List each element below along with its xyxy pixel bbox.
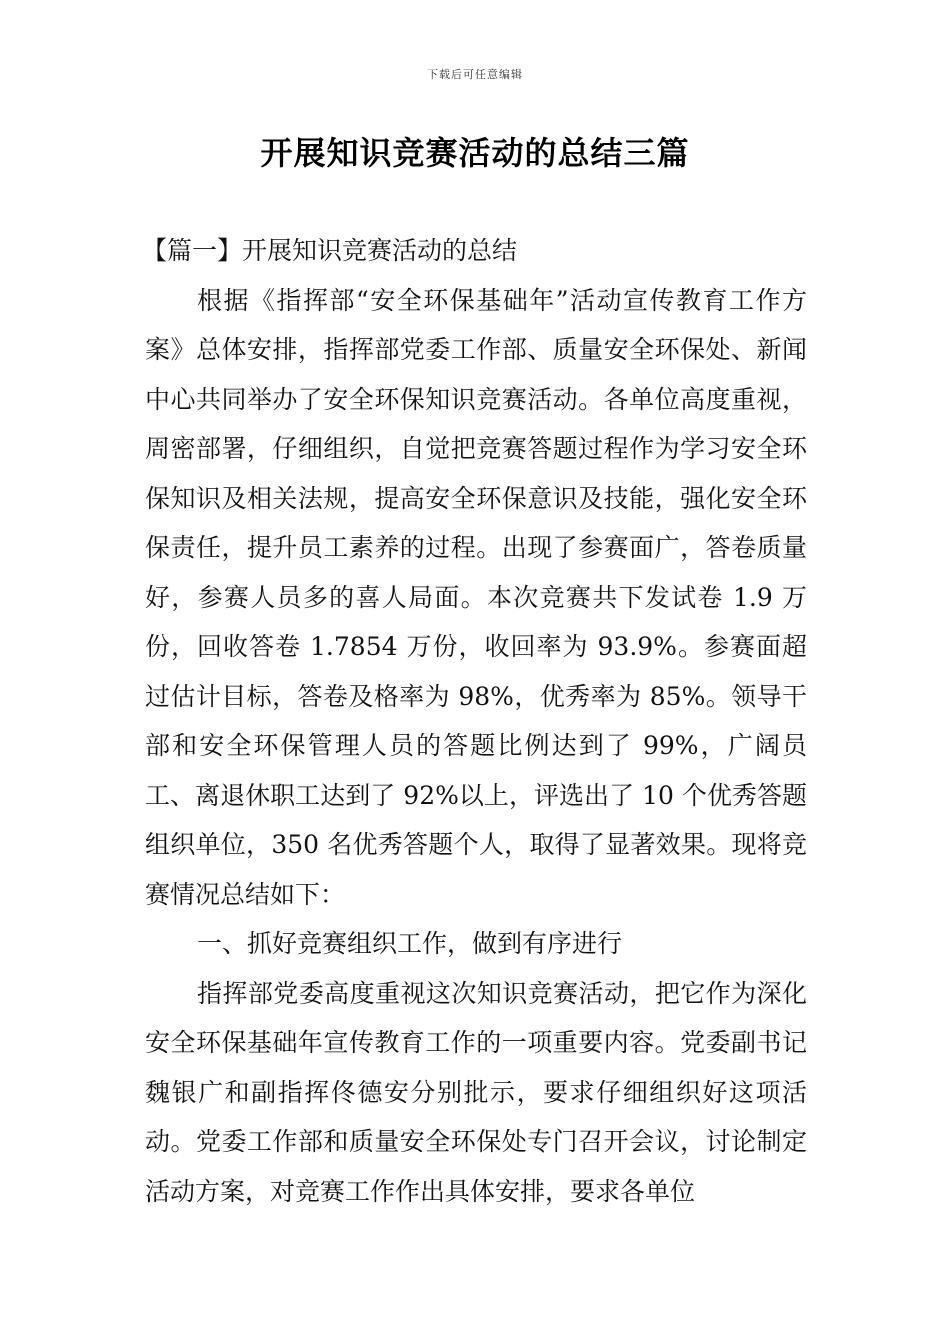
document-title: 开展知识竞赛活动的总结三篇 — [260, 134, 690, 172]
paragraph-organization: 指挥部党委高度重视这次知识竞赛活动，把它作为深化安全环保基础年宣传教育工作的一项重要内容。党委副书记魏银广和副指挥佟德安分别批示，要求仔细组织好这项活动。党委工作部和质量安全环保处专门召开会议，讨论制定活动方案，对竞赛工作作出具体安排，要求各单位 — [145, 978, 807, 1206]
subheading-one: 一、抓好竞赛组织工作，做到有序进行 — [197, 929, 623, 958]
section-heading: 【篇一】开展知识竞赛活动的总结 — [142, 236, 518, 265]
paragraph-intro: 根据《指挥部“安全环保基础年”活动宣传教育工作方案》总体安排，指挥部党委工作部、质量安全环保处、新闻中心共同举办了安全环保知识竞赛活动。各单位高度重视，周密部署，仔细组织，自觉把竞赛答题过程作为学习安全环保知识及相关法规，提高安全环保意识及技能，强化安全环保责任，提升员工素养的过程。出现了参赛面广，答卷质量好，参赛人员多的喜人局面。本次竞赛共下发试卷 1.9 万份，回收答卷 1.7854 万份，收回率为 93.9%。参赛面超过估计目标，答卷及格率为 98%，优秀率为 85%。领导干部和安全环保管理人员的答题比例达到了 99%，广阔员工、离退休职工达到了 92%以上，评选出了 10 个优秀答题组织单位，350 名优秀答题个人，取得了显著效果。现将竞赛情况总结如下： — [145, 285, 807, 909]
document-body — [142, 226, 807, 1216]
header-note: 下载后可任意编辑 — [427, 68, 523, 81]
